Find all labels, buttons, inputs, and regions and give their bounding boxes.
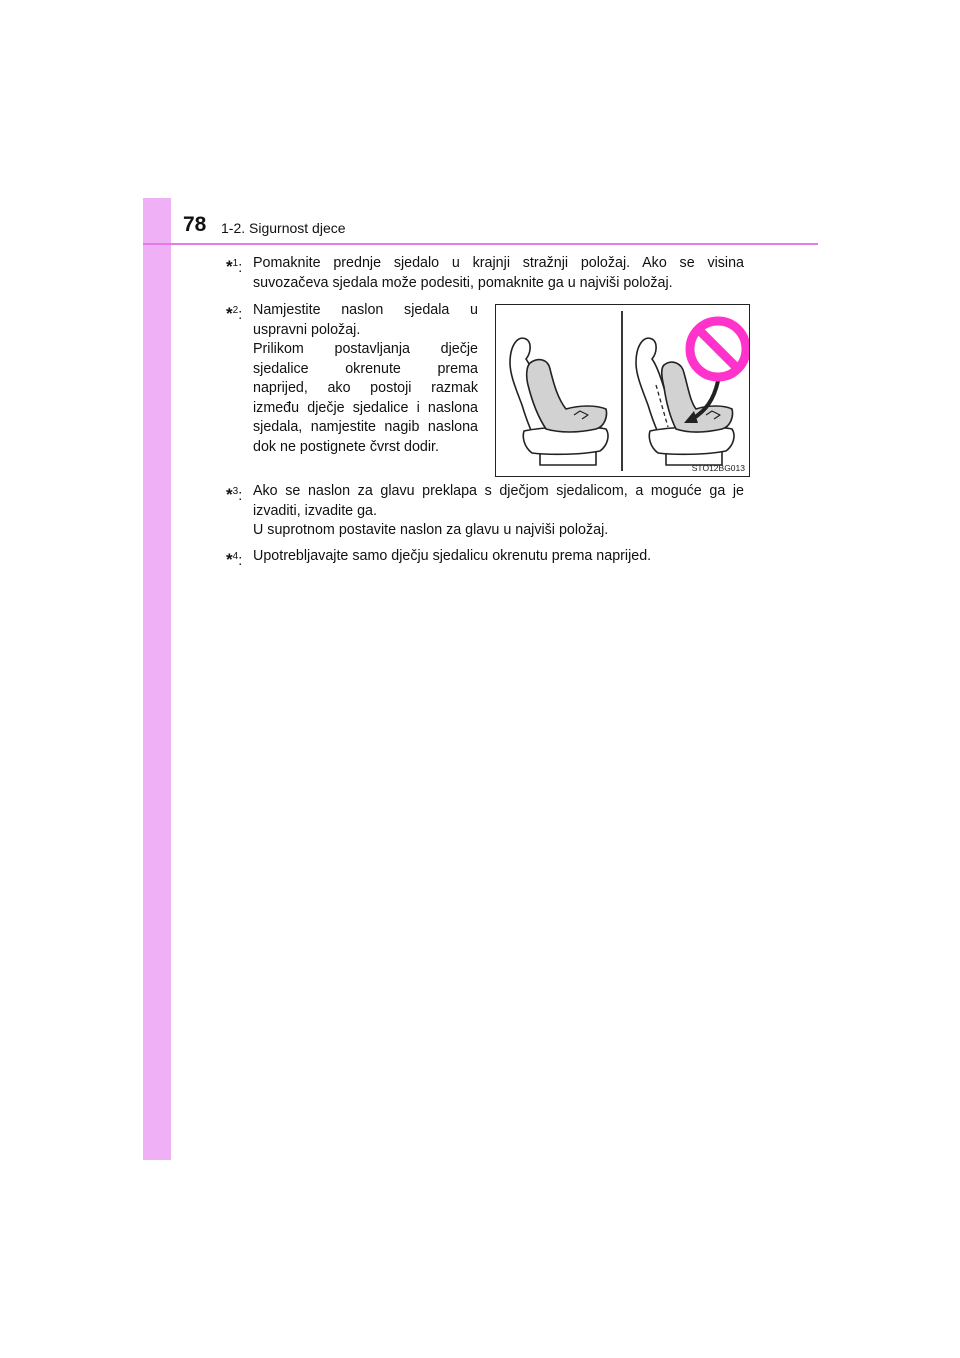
footnote-marker: *$^3$:	[226, 485, 243, 504]
footnote-line: Prilikom postavljanja dječje	[253, 341, 478, 357]
footnote-marker: *$^2$:	[226, 304, 243, 323]
section-title: 1-2. Sigurnost djece	[221, 220, 346, 236]
footnote-line: izvaditi, izvadite ga.	[253, 502, 377, 519]
car-seat-with-child-seat-icon	[496, 305, 749, 476]
figure-code: STO12BG013	[691, 463, 745, 473]
footnote-line: uspravni položaj.	[253, 321, 361, 338]
footnote-line: Namjestite naslon sjedala u	[253, 302, 478, 318]
footnote-line: U suprotnom postavite naslon za glavu u najviši položaj.	[253, 522, 609, 538]
prohibited-icon	[690, 321, 746, 377]
footnote-marker: *$^4$:	[226, 550, 243, 569]
footnote-line: suvozačeva sjedala može podesiti, pomaknite ga u najviši položaj.	[253, 274, 673, 291]
footnote-line: Upotrebljavajte samo dječju sjedalicu okrenutu prema naprijed.	[253, 548, 652, 564]
footnote-line: između dječje sjedalice i naslona	[253, 399, 478, 416]
page-number: 78	[183, 213, 207, 236]
footnote-line: sjedala, namjestite nagib naslona	[253, 419, 478, 435]
footnote-marker: *$^1$:	[226, 257, 243, 276]
footnote-line: Ako se naslon za glavu preklapa s dječjom sjedalicom, a moguće ga je	[253, 483, 744, 499]
footnote-line: sjedalice okrenute prema	[253, 360, 478, 377]
footnote-line: naprijed, ako postoji razmak	[253, 380, 478, 396]
child-seat-illustration	[495, 304, 750, 477]
header-divider	[143, 243, 818, 245]
page-color-tab	[143, 198, 171, 1160]
footnote-line: Pomaknite prednje sjedalo u krajnji stražnji položaj. Ako se visina	[253, 255, 744, 271]
footnote-line: dok ne postignete čvrst dodir.	[253, 438, 439, 455]
